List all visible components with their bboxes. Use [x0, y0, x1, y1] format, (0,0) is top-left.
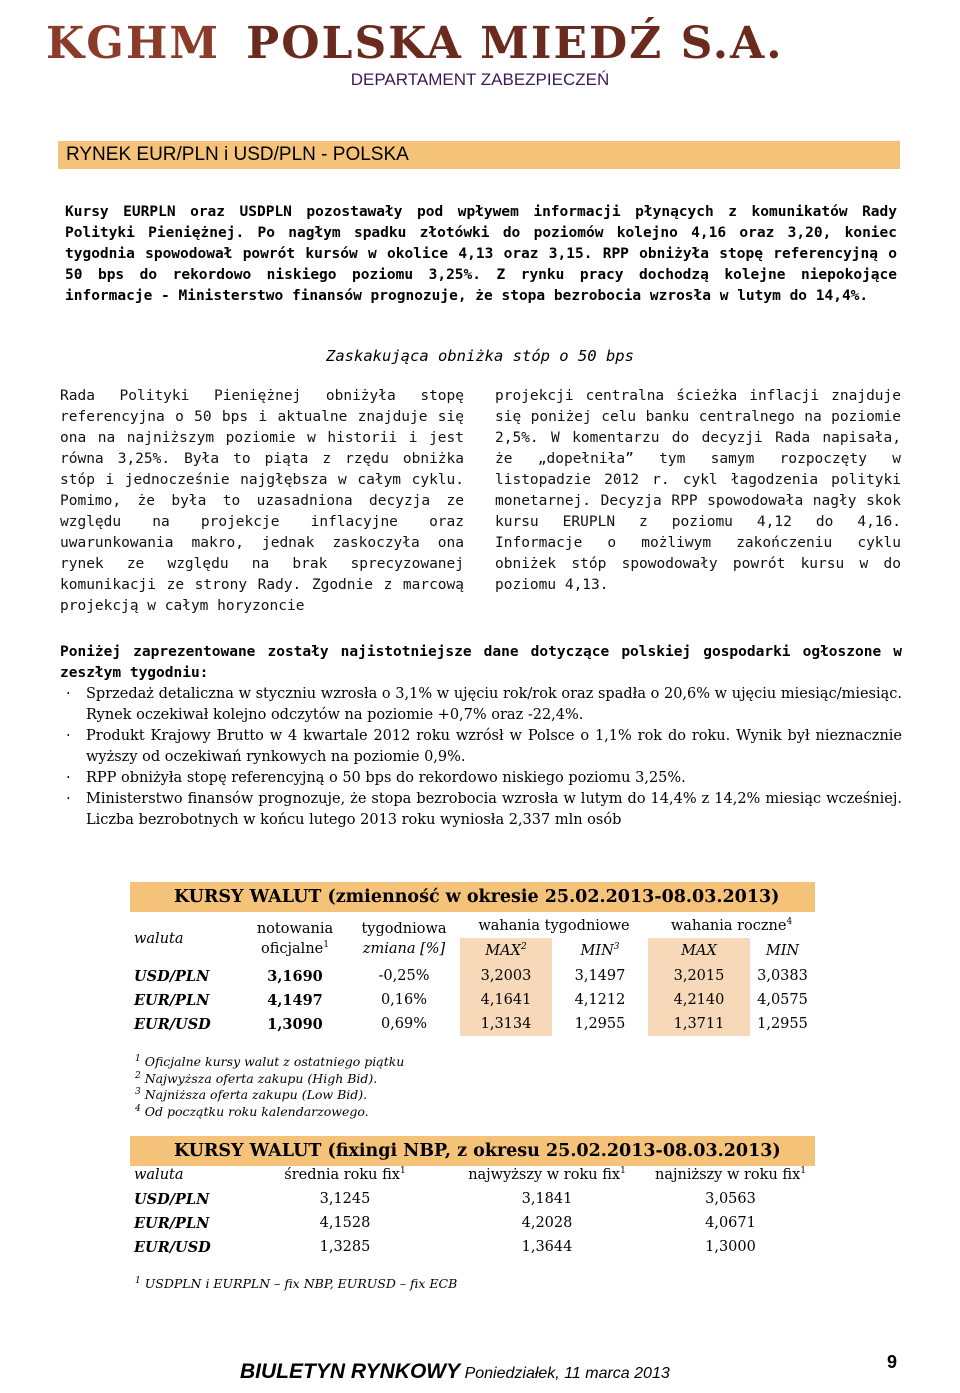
bullet-marker: · [66, 728, 71, 744]
article-subheading: Zaskakująca obniżka stóp o 50 bps [326, 347, 634, 365]
list-item: · Sprzedaż detaliczna w styczniu wzrosła o 3,1% w ujęciu rok/rok oraz spadła o 20,6% w ujęciu miesiąc/miesiąc. Rynek oczekiwał kolejno odczytów na poziomie +0,7% oraz -22,4%. [66, 686, 902, 723]
header-najnizszy: najniższy w roku fix$^1$ [655, 1166, 806, 1183]
footnote: $^4$ Od początku roku kalendarzowego. [135, 1103, 369, 1119]
article-column-left: Rada Polityki Pieniężnej obniżyła stopę referencyjna o 50 bps i aktualne znajduje się ona na najniższym poziomie w historii i jest równa 3,25%. Była to piąta z rzędu obniżka stóp i jednocześnie najgłębsza w całym cyklu. Pomimo, że była to uzasadniona decyzja ze względu na projekcje inflacyjne oraz uwarunkowania makro, jednak zaskoczyła ona rynek ze względu na brak sprecyzowanej komunikacji ze strony Rady. Zgodnie z marcową projekcją w całym horyzoncie [60, 388, 464, 614]
header-max-yearly: MAX [648, 938, 750, 964]
fx-volatility-table [130, 914, 815, 1036]
logo-company-name: POLSKA MIEDŹ S.A. [246, 18, 784, 69]
header-wahania-tygodniowe: wahania tygodniowe [478, 918, 630, 934]
section-title: RYNEK EUR/PLN i USD/PLN - POLSKA [58, 141, 900, 169]
header-min-yearly: MIN [765, 943, 800, 959]
table-row: USD/PLN 3,1690 -0,25% 3,2003 3,1497 3,2015 3,0383 [130, 964, 815, 988]
header-min-weekly: MIN$^3$ [580, 942, 620, 959]
table-row: USD/PLN 3,1245 3,1841 3,0563 [134, 1190, 756, 1208]
department-name: DEPARTAMENT ZABEZPIECZEŃ [350, 70, 610, 89]
header-max-weekly: MAX$^2$ [460, 938, 552, 964]
header-waluta: waluta [134, 931, 184, 947]
bullet-marker: · [66, 791, 71, 807]
bulletin-title: BIULETYN RYNKOWY [240, 1360, 461, 1383]
table-row: EUR/USD 1,3285 1,3644 1,3000 [134, 1238, 756, 1256]
header-waluta: waluta [134, 1167, 184, 1183]
company-logo [46, 18, 784, 69]
list-item: · Ministerstwo finansów prognozuje, że stopa bezrobocia wzrosła w lutym do 14,4% z 14,2% miesiąc wcześniej. Liczba bezrobotnych w końcu lutego 2013 roku wyniosła 2,337 mln osób [66, 791, 902, 828]
bullet-marker: · [66, 686, 71, 702]
fx-fixing-table-title: KURSY WALUT (fixingi NBP, z okresu 25.02.2013-08.03.2013) [130, 1136, 815, 1166]
bulletin-date: Poniedziałek, 11 marca 2013 [464, 1365, 670, 1382]
intro-paragraph: Kursy EURPLN oraz USDPLN pozostawały pod wpływem informacji płynących z komunikatów Rady Polityki Pieniężnej. Po nagłym spadku złotówki do poziomów kolejno 4,16 oraz 3,20, koniec tygodnia spowodował powrót kursów w okolice 4,13 oraz 3,15. RPP obniżyła stopę referencyjną o 50 bps do rekordowo niskiego poziomu 3,25%. Z rynku pracy dochodzą kolejne niepokojące informacje - Ministerstwo finansów prognozuje, że stopa bezrobocia wzrosła w lutym do 14,4%. [65, 204, 897, 304]
table1-footnotes [135, 1054, 404, 1120]
bullet-marker: · [66, 770, 71, 786]
footnote: $^2$ Najwyższa oferta zakupu (High Bid). [135, 1070, 378, 1086]
article-column-right: projekcji centralna ścieżka inflacji znajduje się poniżej celu banku centralnego na poziomie 2,5%. W komentarzu do decyzji Rada napisała, że „dopełniła” tym samym rozpoczęty w listopadzie 2012 r. cykl łagodzenia polityki monetarnej. Decyzja RPP spowodowała nagły skok kursu ERUPLN z poziomu 4,12 do 4,16. Informacje o możliwym zakończeniu cyklu obniżek stóp spowodowały powrót kursu w do poziomu 4,13. [495, 388, 901, 593]
list-item: · RPP obniżyła stopę referencyjną o 50 bps do rekordowo niskiego poziomu 3,25%. [60, 768, 902, 789]
economic-data-list [60, 684, 902, 831]
fx-fixing-table [130, 1163, 815, 1259]
table-row: EUR/USD 1,3090 0,69% 1,3134 1,2955 1,3711 1,2955 [130, 1012, 815, 1036]
footnote: $^1$ Oficjalne kursy walut z ostatniego piątku [135, 1053, 405, 1069]
header-najwyzszy: najwyższy w roku fix$^1$ [468, 1166, 626, 1183]
data-summary-lead: Poniżej zaprezentowane zostały najistotniejsze dane dotyczące polskiej gospodarki ogłoszone w zeszłym tygodniu: [60, 644, 902, 681]
header-srednia: średnia roku fix$^1$ [284, 1166, 406, 1183]
table2-footnote: $^1$ USDPLN i EURPLN – fix NBP, EURUSD – fix ECB [135, 1275, 458, 1291]
logo-kghm: KGHM [46, 18, 221, 69]
fx-volatility-table-title: KURSY WALUT (zmienność w okresie 25.02.2013-08.03.2013) [130, 882, 815, 912]
page-number: 9 [887, 1352, 898, 1372]
header-zmiana: tygodniowa zmiana [%] [361, 921, 447, 957]
header-wahania-roczne: wahania roczne$^4$ [670, 917, 793, 934]
table-row: EUR/PLN 4,1497 0,16% 4,1641 4,1212 4,2140 4,0575 [130, 988, 815, 1012]
list-item: · Produkt Krajowy Brutto w 4 kwartale 2012 roku wzrósł w Polsce o 1,1% rok do roku. Wynik był nieznacznie wyższy od oczekiwań rynkowych na poziomie 0,9%. [66, 728, 902, 765]
footnote: $^3$ Najniższa oferta zakupu (Low Bid). [135, 1086, 368, 1102]
page-footer [240, 1360, 670, 1384]
header-notowania: notowania oficjalne$^1$ [256, 921, 334, 957]
table-row: EUR/PLN 4,1528 4,2028 4,0671 [134, 1214, 756, 1232]
